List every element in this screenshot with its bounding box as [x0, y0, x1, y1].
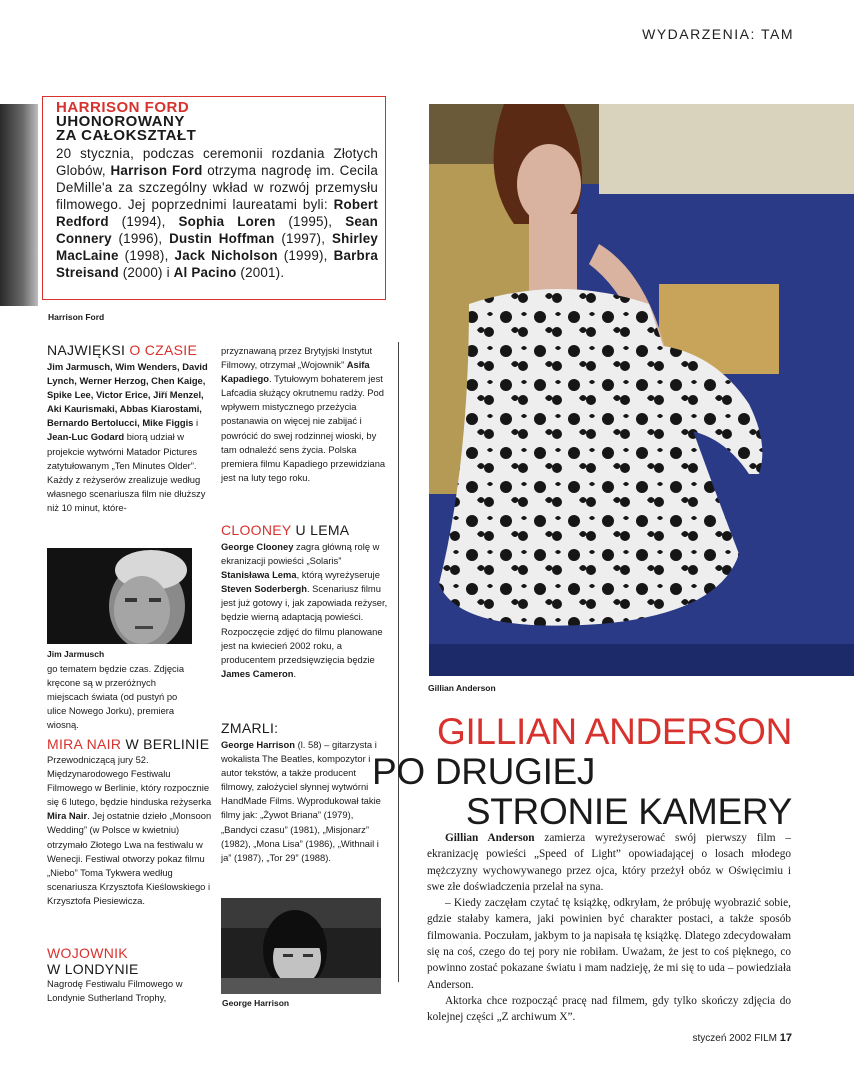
article-body	[427, 830, 791, 1026]
gillian-anderson-caption: Gillian Anderson	[428, 683, 496, 693]
wojownik-text-1: Nagrodę Festiwalu Filmowego w Londynie Sutherland Trophy,	[47, 978, 183, 1004]
box-heading-1: UHONOROWANY	[56, 113, 185, 130]
article-title-line-1: GILLIAN ANDERSON	[436, 711, 792, 752]
clooney-section	[221, 522, 391, 681]
article-title	[372, 712, 792, 832]
george-harrison-caption: George Harrison	[222, 998, 290, 1008]
box-body: 20 stycznia, podczas ceremonii rozdania Złotych Globów, Harrison Ford otrzyma nagrodę im. Cecila DeMille'a za szczególny wkład w rozwój przemysłu filmowego. Jej poprzednimi laureatami byli: Robert Redford (1994), Sophia Loren (1995), Sean Connery (1996), Dustin Hoffman (1997), Shirley MacLaine (1998), Jack Nicholson (1999), Barbra Streisand (2000) i Al Pacino (2001).	[56, 146, 379, 280]
clooney-text: George Clooney zagra główną rolę w ekranizacji powieści „Solaris” Stanisława Lema, którą wyreżyseruje Steven Soderbergh. Scenariusz filmu jest już gotowy i, jak zapowiada reżyser, będzie wierną adaptacją powieści. Rozpoczęcie zdjęć do filmu planowane jest na kwiecień 2002 roku, a producentem przedsięwzięcia będzie James Cameron.	[221, 541, 388, 679]
najwieksi-continued: go tematem będzie czas. Zdjęcia kręcone są w przeróżnych miejscach świata (od pustyń po ulice Nowego Jorku), premiera wiosną.	[47, 663, 185, 731]
zmarli-section	[221, 720, 391, 865]
wojownik-section	[47, 945, 211, 1005]
najwieksi-section	[47, 342, 211, 515]
harrison-ford-content	[56, 101, 378, 281]
mira-nair-text: Przewodniczącą jury 52. Międzynarodowego Festiwalu Filmowego w Berlinie, który rozpocznie się 6 lutego, będzie hinduska reżyserka Mira Nair. Jej ostatnie dzieło „Monsoon Wedding” (w Polsce w kwietniu) otrzymało Złotego Lwa na festiwalu w Wenecji. Festiwal otworzy pokaz filmu „Niebo” Toma Tykwera według scenariusza Krzysztofa Kieślowskiego i Krzysztofa Piesiewicza.	[47, 754, 212, 906]
zmarli-text: George Harrison (l. 58) – gitarzysta i wokalista The Beatles, kompozytor i autor tekstów, a także producent filmowy, założyciel słynnej wytwórni HandMade Films. Wyprodukował takie filmy jak: „Żywot Briana” (1979), „Bandyci czasu” (1981), „Misjonarz” (1982), „Mona Lisa” (1986), „Withnail i ja” (1987), „Tor 29” (1988).	[221, 739, 381, 863]
mira-nair-section	[47, 736, 213, 908]
wojownik-heading-2: W LONDYNIE	[47, 961, 139, 977]
footer-text: styczeń 2002 FILM	[692, 1033, 777, 1044]
mira-nair-heading: MIRA NAIR W BERLINIE	[47, 736, 210, 752]
section-tag	[642, 26, 794, 42]
najwieksi-text: Jim Jarmusch, Wim Wenders, David Lynch, Werner Herzog, Chen Kaige, Spike Lee, Victor Erice, Jiří Menzel, Aki Kaurismaki, Abbas Kiarostami, Bernardo Bertolucci, Mike Figgis i Jean-Luc Godard biorą udział w projekcie wytwórni Matador Pictures zatytułowanym „Ten Minutes Older”. Każdy z reżyserów zrealizuje według własnego scenariusza film nie dłuższy niż 10 minut, które-	[47, 361, 208, 513]
clooney-heading: CLOONEY U LEMA	[221, 522, 350, 538]
page-number: 17	[779, 1032, 792, 1044]
wojownik-text-2: przyznawaną przez Brytyjski Instytut Filmowy, otrzymał „Wojownik” Asifa Kapadiego. Tytułowym bohaterem jest Lafcadia służący okrutnemu radży. Pod wpływem mistycznego przeżycia postanawia on więcej nie zabijać i powrócić do swej rodzinnej wioski, by tam odnaleźć sens życia. Polska premiera filmu Kapadiego przewidziana jest na luty tego roku.	[221, 345, 386, 483]
box-heading-2: ZA CAŁOKSZTAŁT	[56, 127, 197, 144]
harrison-ford-caption: Harrison Ford	[48, 312, 105, 322]
article-paragraph-3: Aktorka chce rozpocząć pracę nad filmem, gdy tylko skończy zdjęcia do kolejnej części „Z archiwum X”.	[427, 994, 791, 1024]
wojownik-heading-1: WOJOWNIK	[47, 945, 128, 961]
najwieksi-heading: NAJWIĘKSI O CZASIE	[47, 342, 198, 358]
article-title-line-2: PO DRUGIEJ	[372, 751, 596, 792]
article-lead: Gillian Anderson zamierza wyreżyserować swój pierwszy film – ekranizację powieści „Speed of Light” opowiadającej o losach młodego mężczyzny wychowywanego przez ojca, który przeżył obóz w Oświęcimiu i swe złe doświadczenia przelał na syna.	[427, 832, 791, 893]
box-name: HARRISON FORD	[56, 99, 190, 116]
section-title: WYDARZENIA:	[642, 26, 756, 42]
page-footer	[692, 1032, 792, 1044]
article-title-line-3: STRONIE KAMERY	[465, 791, 792, 832]
gillian-anderson-photo	[429, 104, 854, 676]
jim-jarmusch-caption: Jim Jarmusch	[47, 649, 105, 659]
zmarli-heading: ZMARLI:	[221, 720, 279, 736]
george-harrison-photo	[221, 898, 381, 994]
column-divider	[398, 342, 399, 982]
jim-jarmusch-photo	[47, 548, 192, 644]
section-sub: TAM	[760, 26, 794, 42]
article-paragraph-2: – Kiedy zaczęłam czytać tę książkę, odkryłam, że próbuję wyobrazić sobie, gdzie stałaby kamera, jaki powinien być charakter postaci, a także sposób filmowania. Poczułam, jakbym to ja napisała tę książkę. Dlatego zdecydowałam się na coś, czego do tej pory nie robiłam. Uważam, że jest to coś pięknego, co powinno zostać pokazane światu i mam nadzieję, że mi się to uda – powiedziała Anderson.	[427, 897, 791, 991]
harrison-ford-photo	[0, 104, 38, 306]
